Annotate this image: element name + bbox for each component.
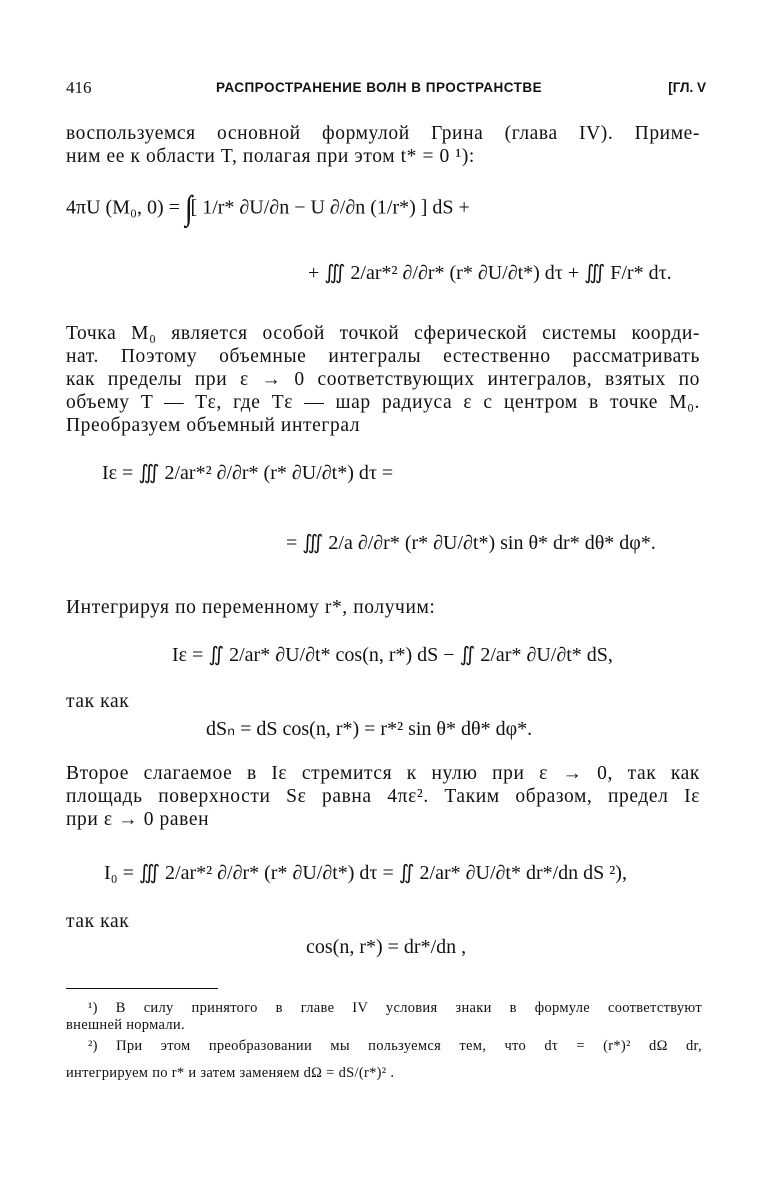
equation-6-text: cos(n, r*) = dr*/dn , [306, 936, 467, 958]
paragraph-3 [66, 596, 700, 619]
footnote-2 [66, 1038, 702, 1082]
paragraph-2 [66, 322, 700, 437]
paragraph-3-line-1: Интегрируя по переменному r*, получим: [66, 597, 436, 618]
running-header [66, 78, 706, 100]
paragraph-1 [66, 122, 700, 168]
equation-1-line-1 [66, 190, 470, 228]
equation-2-line-2-text: = ∭ 2/a ∂/∂r* (r* ∂U/∂t*) sin θ* dr* dθ* dφ*. [286, 532, 656, 554]
equation-3-text: Iε = ∬ 2/ar* ∂U/∂t* cos(n, r*) dS − ∬ 2/ar* ∂U/∂t* dS, [172, 644, 613, 666]
paragraph-4 [66, 690, 700, 713]
header-chapter: [ГЛ. V [668, 80, 706, 95]
equation-2-line-2 [286, 530, 656, 555]
footnote-divider [66, 988, 218, 989]
equation-1-part-2: + ∭ 2/ar*² ∂/∂r* (r* ∂U/∂t*) dτ + ∭ F/r* dτ. [308, 262, 672, 284]
footnote-1 [66, 1000, 702, 1034]
paragraph-2-line-5: Преобразуем объемный интеграл [66, 415, 361, 436]
footnote-2-line-1: ²) При этом преобразовании мы пользуемся тем, что dτ = (r*)² dΩ dr, [88, 1038, 702, 1054]
paragraph-5 [66, 762, 700, 831]
paragraph-1-line-2: ним ее к области T, полагая при этом t* = 0 ¹): [66, 146, 475, 167]
header-title: РАСПРОСТРАНЕНИЕ ВОЛН В ПРОСТРАНСТВЕ [216, 80, 543, 95]
equation-4-text: dSₙ = dS cos(n, r*) = r*² sin θ* dθ* dφ*. [206, 718, 533, 740]
paragraph-4-line-1: так как [66, 691, 130, 712]
equation-1-part-1: [ 1/r* ∂U/∂n − U ∂/∂n (1/r*) ] dS + [190, 196, 470, 219]
equation-1-line-2 [308, 260, 672, 285]
paragraph-6-line-1: так как [66, 911, 130, 932]
paragraph-2-line-4: объему T — Tε, где Tε — шар радиуса ε с центром в точке M₀. [66, 392, 700, 413]
paragraph-1-line-1: воспользуемся основной формулой Грина (глава IV). Приме- [66, 123, 700, 144]
paragraph-5-line-3: при ε → 0 равен [66, 809, 210, 830]
equation-1-lhs: 4πU (M₀, 0) = [66, 196, 180, 219]
page-number: 416 [66, 78, 92, 97]
paragraph-6 [66, 910, 700, 933]
footnote-1-line-1: ¹) В силу принятого в главе IV условия знаки в формуле соответствуют [88, 1000, 702, 1016]
equation-4 [206, 716, 532, 741]
paragraph-2-line-2: нат. Поэтому объемные интегралы естественно рассматривать [66, 346, 700, 367]
paragraph-5-line-2: площадь поверхности Sε равна 4πε². Таким образом, предел Iε [66, 786, 700, 807]
footnote-2-line-2: интегрируем по r* и затем заменяем dΩ = dS/(r*)² . [66, 1065, 395, 1081]
equation-3 [172, 642, 613, 667]
equation-6 [306, 936, 466, 959]
equation-5 [104, 860, 627, 885]
equation-2-line-1 [102, 460, 393, 485]
paragraph-2-line-3: как пределы при ε → 0 соответствующих интегралов, взятых по [66, 369, 700, 390]
equation-2-line-1-text: Iε = ∭ 2/ar*² ∂/∂r* (r* ∂U/∂t*) dτ = [102, 462, 394, 484]
footnote-1-line-2: внешней нормали. [66, 1017, 185, 1033]
paragraph-2-line-1: Точка M₀ является особой точкой сферической системы коорди- [66, 323, 700, 344]
paragraph-5-line-1: Второе слагаемое в Iε стремится к нулю при ε → 0, так как [66, 763, 700, 784]
equation-5-text: I₀ = ∭ 2/ar*² ∂/∂r* (r* ∂U/∂t*) dτ = ∬ 2/ar* ∂U/∂t* dr*/dn dS ²), [104, 862, 627, 884]
